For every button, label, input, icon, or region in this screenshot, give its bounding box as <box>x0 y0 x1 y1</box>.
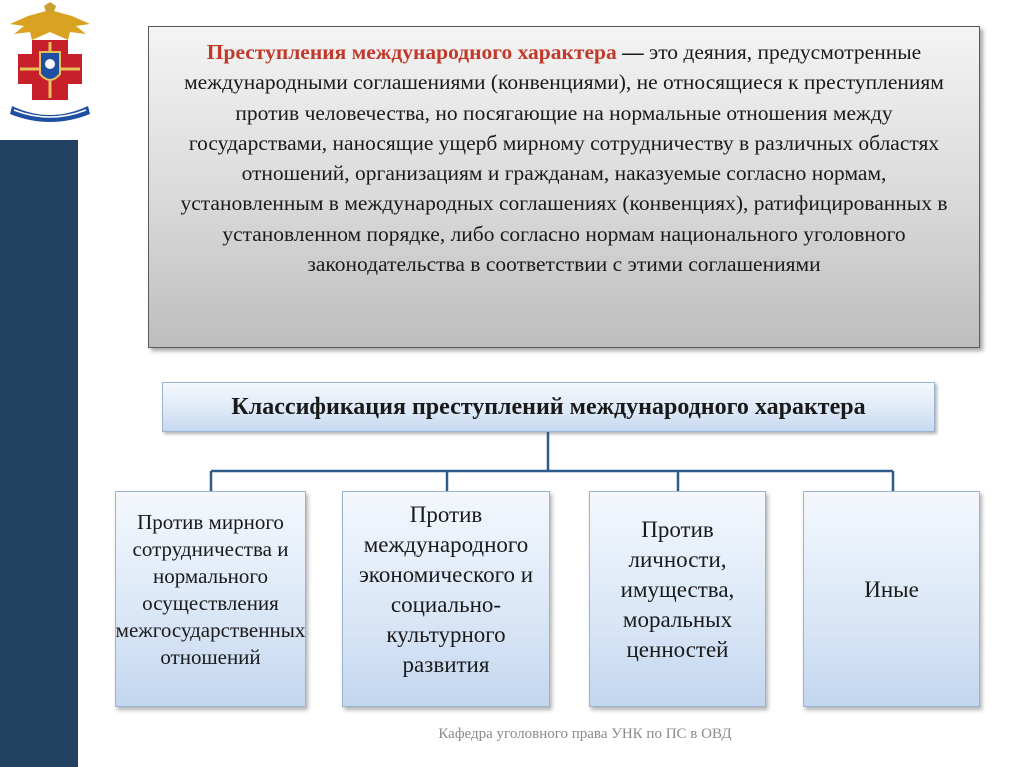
category-label: Против международного экономического и социально-культурного развития <box>358 502 534 677</box>
category-box-other <box>803 491 980 707</box>
definition-term: Преступления международного характера <box>206 40 617 64</box>
classification-title: Классификация преступлений международного характера <box>231 394 866 420</box>
category-box-economic-development <box>342 491 550 707</box>
emblem-logo <box>2 2 98 130</box>
classification-title-box <box>162 382 935 432</box>
category-box-person-property <box>589 491 766 707</box>
side-bar <box>0 140 78 767</box>
definition-dash: — <box>622 40 644 64</box>
footer-department: Кафедра уголовного права УНК по ПС в ОВД <box>438 726 732 742</box>
category-box-peace-cooperation <box>115 491 306 707</box>
definition-box <box>148 26 980 348</box>
category-label: Против личности, имущества, моральных ценностей <box>620 517 735 662</box>
definition-text: это деяния, предусмотренные международными соглашениями (конвенциями), не относящиеся к преступлениям против человечества, но посягающие на нормальные отношения между государствами, наносящие ущерб мирному сотрудничеству в различных областях отношений, организациям и гражданам, наказуемые согласно нормам, установленным в международных соглашениях (конвенциях), ратифицированных в установленном порядке, либо согласно нормам национального уголовного законодательства в соответствии с этими соглашениями <box>180 40 948 277</box>
category-label: Против мирного сотрудничества и нормального осуществления межгосударственных отношений <box>115 510 306 669</box>
category-label: Иные <box>864 577 919 602</box>
